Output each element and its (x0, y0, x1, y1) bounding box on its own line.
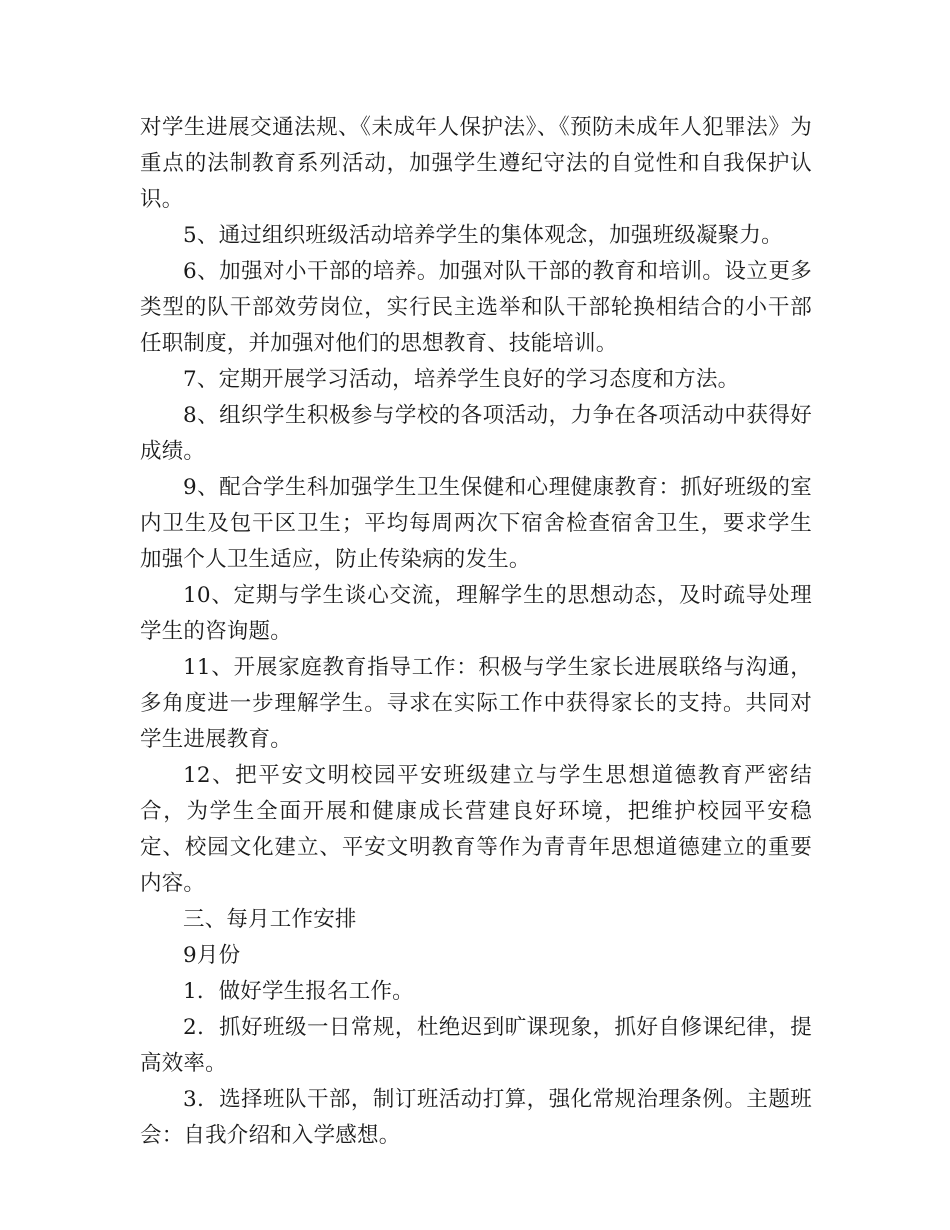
section-heading-monthly-plan: 三、每月工作安排 (183, 907, 357, 932)
month-heading-september: 9月份 (183, 943, 241, 968)
september-item-1: 1．做好学生报名工作。 (183, 979, 414, 1004)
paragraph-item-10: 10、定期与学生谈心交流，理解学生的思想动态，及时疏导处理学生的咨询题。 (140, 583, 812, 644)
paragraph-item-11: 11、开展家庭教育指导工作：积极与学生家长进展联络与沟通，多角度进一步理解学生。寻求在实际工作中获得家长的支持。共同对学生进展教育。 (140, 655, 812, 752)
paragraph-item-5: 5、通过组织班级活动培养学生的集体观念，加强班级凝聚力。 (183, 223, 783, 248)
paragraph-item-8: 8、组织学生积极参与学校的各项活动，力争在各项活动中获得好成绩。 (140, 403, 812, 464)
document-body (140, 110, 812, 1154)
paragraph-item-7: 7、定期开展学习活动，培养学生良好的学习态度和方法。 (183, 367, 740, 392)
paragraph-item-6: 6、加强对小干部的培养。加强对队干部的教育和培训。设立更多类型的队干部效劳岗位，实行民主选举和队干部轮换相结合的小干部任职制度，并加强对他们的思想教育、技能培训。 (140, 259, 812, 356)
september-item-2: 2．抓好班级一日常规，杜绝迟到旷课现象，抓好自修课纪律，提高效率。 (140, 1015, 812, 1076)
september-item-3: 3．选择班队干部，制订班活动打算，强化常规治理条例。主题班会：自我介绍和入学感想。 (140, 1087, 812, 1148)
paragraph-item-9: 9、配合学生科加强学生卫生保健和心理健康教育：抓好班级的室内卫生及包干区卫生；平均每周两次下宿舍检查宿舍卫生，要求学生加强个人卫生适应，防止传染病的发生。 (140, 475, 812, 572)
paragraph-legal-education: 对学生进展交通法规、《未成年人保护法》、《预防未成年人犯罪法》为重点的法制教育系列活动，加强学生遵纪守法的自觉性和自我保护认识。 (140, 115, 812, 212)
paragraph-item-12: 12、把平安文明校园平安班级建立与学生思想道德教育严密结合，为学生全面开展和健康成长营建良好环境，把维护校园平安稳定、校园文化建立、平安文明教育等作为青青年思想道德建立的重要内容。 (140, 763, 812, 896)
